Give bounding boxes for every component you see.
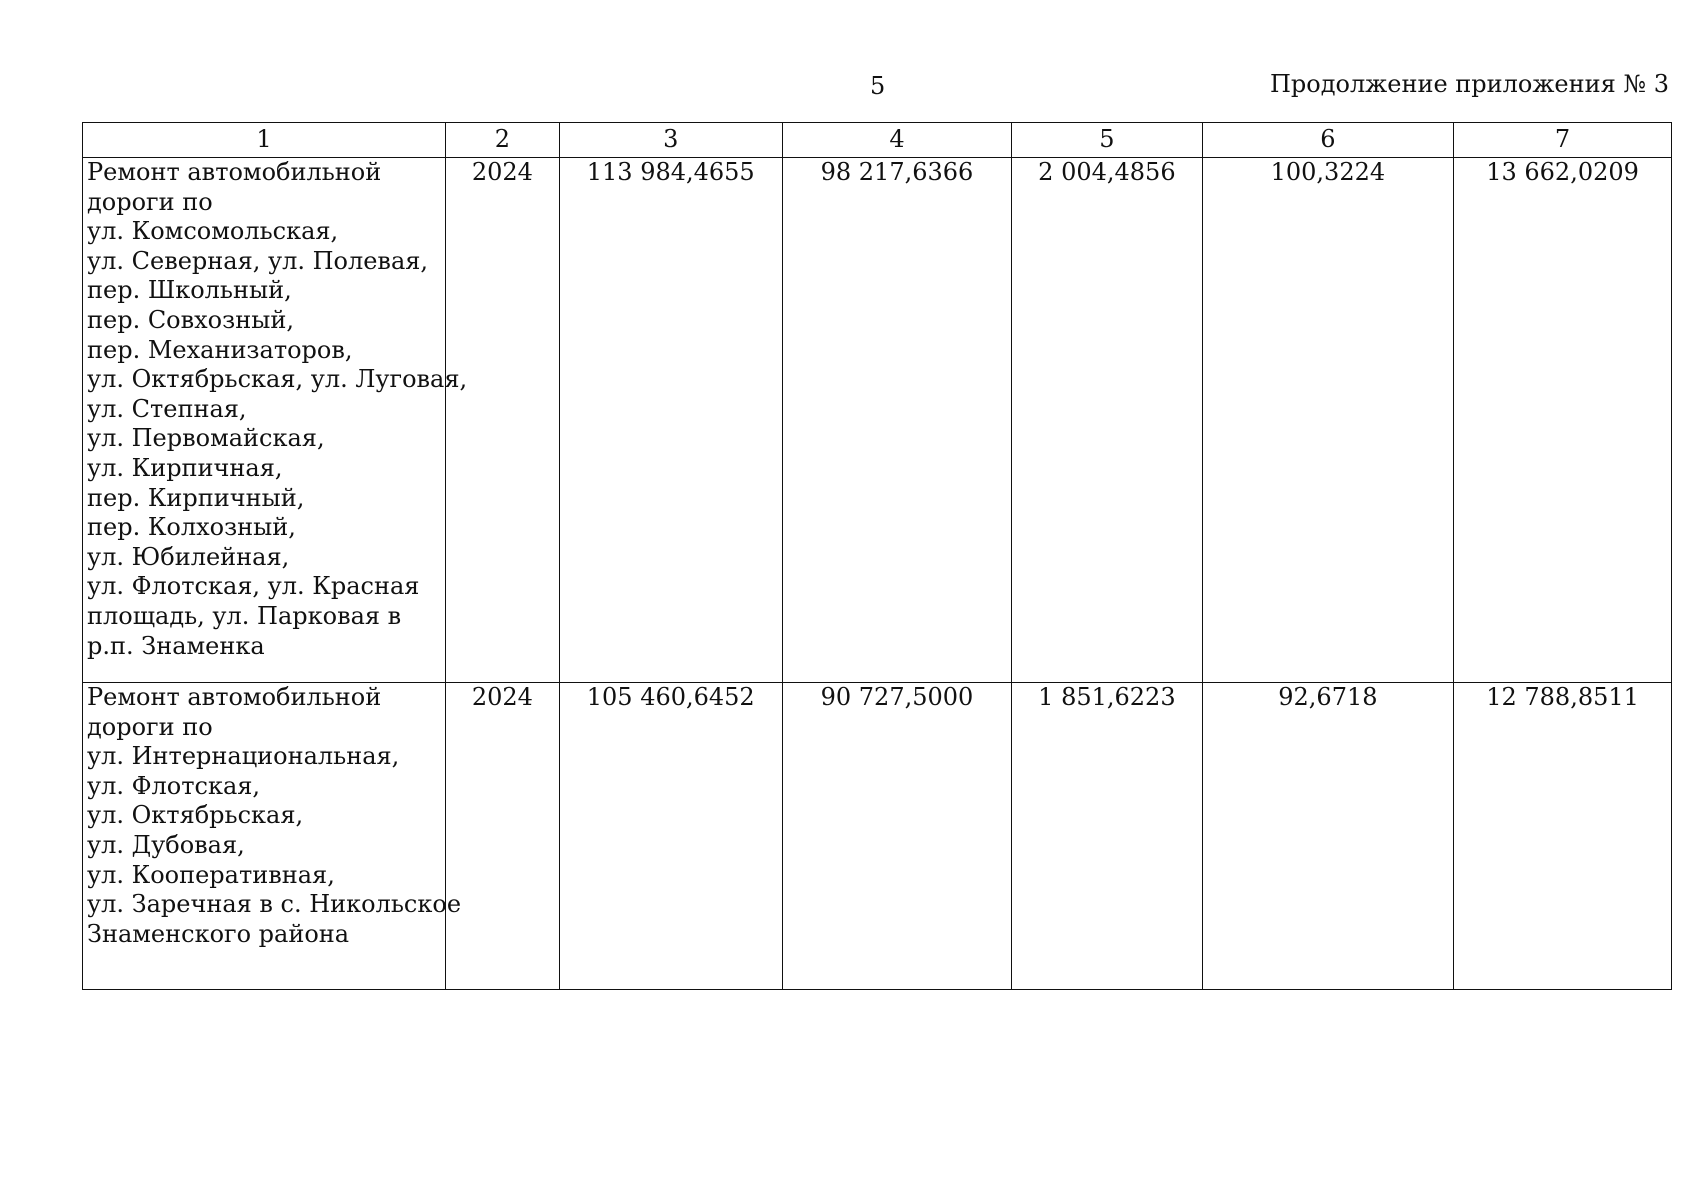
continuation-label: Продолжение приложения № 3 [1269,70,1669,98]
object-name-line: ул. Флотская, [87,771,261,800]
object-name-line: пер. Колхозный, [87,513,296,542]
object-name-line: ул. Дубовая, [87,830,245,859]
object-name-line: ул. Комсомольская, [87,217,339,246]
object-name-line: дороги по [87,187,213,216]
object-name-line: ул. Кооперативная, [87,860,335,889]
column-header: 4 [782,123,1011,158]
value-cell-col5: 1 851,6223 [1012,683,1202,990]
object-name-line: Ремонт автомобильной [87,683,382,711]
year-cell: 2024 [446,158,560,683]
value-cell-col4: 90 727,5000 [782,683,1011,990]
object-name-line: Ремонт автомобильной [87,158,382,186]
object-name-line: р.п. Знаменка [87,631,265,660]
column-header: 3 [559,123,782,158]
table-header-row [83,123,1672,158]
object-name-line: ул. Флотская, ул. Красная [87,572,420,601]
object-name-cell [83,158,468,683]
year-cell: 2024 [446,683,560,990]
object-name-line: ул. Октябрьская, ул. Луговая, [87,365,468,394]
value-cell-col3: 113 984,4655 [559,158,782,683]
object-name-line: ул. Интернациональная, [87,742,400,771]
object-name-line: площадь, ул. Парковая в [87,601,402,630]
object-name-line: ул. Юбилейная, [87,542,290,571]
object-name-line: ул. Степная, [87,394,247,423]
value-cell-col4: 98 217,6366 [782,158,1011,683]
object-name-line: пер. Кирпичный, [87,483,305,512]
table-row [83,683,1672,990]
value-cell-col3: 105 460,6452 [559,683,782,990]
column-header: 1 [83,123,446,158]
object-name-line: пер. Школьный, [87,276,292,305]
object-name-line: ул. Кирпичная, [87,453,283,482]
object-name-line: Знаменского района [87,919,350,948]
appendix-table [82,122,1672,990]
object-name-line: ул. Северная, ул. Полевая, [87,246,429,275]
object-name-line: пер. Совхозный, [87,305,294,334]
object-name-line: дороги по [87,712,213,741]
column-header: 7 [1454,123,1672,158]
page-number: 5 [870,72,886,100]
column-header: 6 [1202,123,1454,158]
column-header: 2 [446,123,560,158]
object-name-line: ул. Заречная в с. Никольское [87,890,462,919]
value-cell-col7: 12 788,8511 [1454,683,1672,990]
value-cell-col5: 2 004,4856 [1012,158,1202,683]
object-name-line: пер. Механизаторов, [87,335,353,364]
column-header: 5 [1012,123,1202,158]
object-name-cell [83,683,462,990]
value-cell-col6: 92,6718 [1202,683,1454,990]
object-name-line: ул. Октябрьская, [87,801,304,830]
value-cell-col6: 100,3224 [1202,158,1454,683]
object-name-line: ул. Первомайская, [87,424,325,453]
value-cell-col7: 13 662,0209 [1454,158,1672,683]
table-row [83,158,1672,683]
